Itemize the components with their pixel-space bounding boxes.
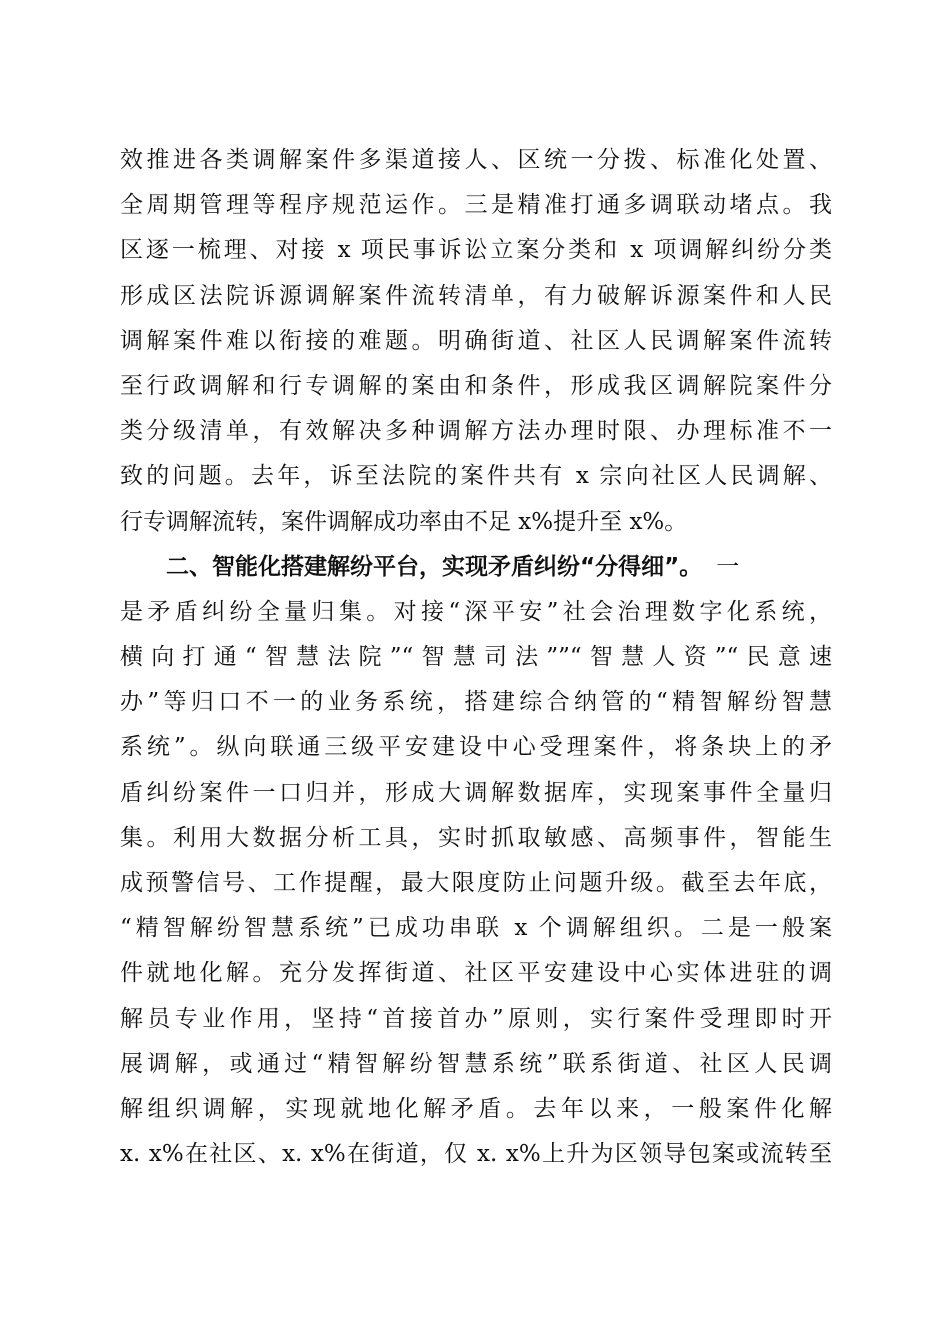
text-line: “精智解纷智慧系统”已成功串联 x 个调解组织。二是一般案 [120,915,832,942]
text-line: 系统”。纵向联通三级平安建设中心受理案件，将条块上的矛 [120,734,832,761]
text-line: 件就地化解。充分发挥街道、社区平安建设中心实体进驻的调 [120,960,832,987]
paragraph-1 [120,138,832,545]
text-line: 效推进各类调解案件多渠道接人、区统一分拨、标准化处置、 [120,147,832,173]
text-line: x. x%在社区、x. x%在街道，仅 x. x%上升为区领导包案或流转至 [120,1141,832,1168]
text-line: 类分级清单，有效解决多种调解方法办理时限、办理标准不一 [120,418,832,445]
text-line: 是矛盾纠纷全量归集。对接“深平安”社会治理数字化系统， [120,598,832,625]
text-line: 集。利用大数据分析工具，实时抓取敏感、高频事件，智能生 [120,824,832,851]
heading-line-tail: 一 [716,553,740,580]
text-line: 调解案件难以衔接的难题。明确街道、社区人民调解案件流转 [120,327,832,354]
text-line: 办”等归口不一的业务系统，搭建综合纳管的“精智解纷智慧 [120,689,832,716]
section-heading-line [120,545,832,590]
text-line: 形成区法院诉源调解案件流转清单，有力破解诉源案件和人民 [120,282,832,309]
text-line: 至行政调解和行专调解的案由和条件，形成我区调解院案件分 [120,372,832,399]
text-line: 盾纠纷案件一口归并，形成大调解数据库，实现案事件全量归 [120,779,832,806]
text-line: 展调解，或通过“精智解纷智慧系统”联系街道、社区人民调 [120,1050,832,1077]
text-line: 成预警信号、工作提醒，最大限度防止问题升级。截至去年底， [120,870,832,896]
text-line: 横向打通“智慧法院”“智慧司法””“智慧人资”“民意速 [120,644,832,671]
paragraph-2 [120,545,832,1178]
text-line: 区逐一梳理、对接 x 项民事诉讼立案分类和 x 项调解纠纷分类 [120,237,832,264]
text-line: 解员专业作用，坚持“首接首办”原则，实行案件受理即时开 [120,1005,832,1032]
text-line: 解组织调解，实现就地化解矛盾。去年以来，一般案件化解 [120,1095,832,1122]
text-line: 全周期管理等程序规范运作。三是精准打通多调联动堵点。我 [120,192,832,219]
text-line: 行专调解流转，案件调解成功率由不足 x%提升至 x%。 [120,508,688,535]
text-line: 致的问题。去年，诉至法院的案件共有 x 宗向社区人民调解、 [120,463,832,490]
document-body [120,138,832,1177]
section-heading: 二、智能化搭建解纷平台，实现矛盾纠纷“分得细”。 [166,553,703,580]
